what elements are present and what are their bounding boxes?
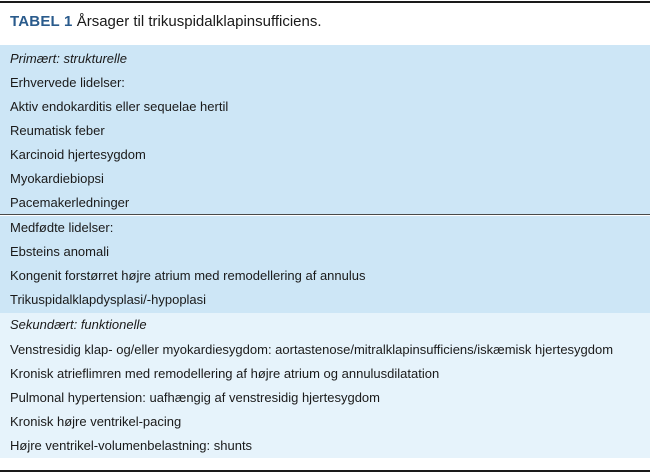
acquired-heading: Erhvervede lidelser:: [10, 75, 125, 90]
acquired-item: Aktiv endokarditis eller sequelae hertil: [10, 99, 229, 114]
acquired-item: Myokardiebiopsi: [10, 171, 104, 186]
secondary-item: Venstresidig klap- og/eller myokardiesygdom: aortastenose/mitralklapinsufficiens/iskæmisk hjertesygdom: [10, 342, 614, 357]
acquired-item: Pacemakerledninger: [10, 195, 130, 210]
top-rule: [0, 1, 650, 3]
secondary-item: Pulmonal hypertension: uafhængig af venstresidig hjertesygdom: [10, 390, 380, 405]
secondary-item: Kronisk højre ventrikel-pacing: [10, 414, 182, 429]
secondary-item: Kronisk atrieflimren med remodellering af højre atrium og annulusdilatation: [10, 366, 440, 381]
congenital-item: Ebsteins anomali: [10, 244, 109, 259]
congenital-heading: Medfødte lidelser:: [10, 220, 114, 235]
table-caption: [10, 10, 640, 34]
table-title: Årsager til trikuspidalklapinsufficiens.: [76, 13, 322, 30]
congenital-item: Trikuspidalklapdysplasi/-hypoplasi: [10, 292, 207, 307]
bottom-rule: [0, 470, 650, 472]
primary-heading: Primært: strukturelle: [10, 51, 128, 66]
congenital-item: Kongenit forstørret højre atrium med remodellering af annulus: [10, 268, 366, 283]
table-label: TABEL 1: [10, 13, 73, 30]
secondary-heading: Sekundært: funktionelle: [10, 317, 147, 332]
secondary-item: Højre ventrikel-volumenbelastning: shunts: [10, 438, 253, 453]
acquired-item: Karcinoid hjertesygdom: [10, 147, 146, 162]
acquired-item: Reumatisk feber: [10, 123, 105, 138]
